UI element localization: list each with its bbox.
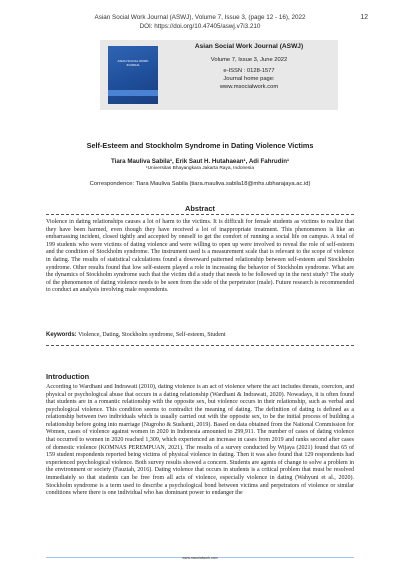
footer-link[interactable]: www.msocialwork.com: [182, 556, 218, 560]
author-affiliation: ¹Universitas Bhayangkara Jakarta Raya, Indonesia: [146, 166, 254, 171]
article-title: Self-Esteem and Stockholm Syndrome in Dating Violence Victims: [86, 141, 314, 150]
journal-info: [160, 40, 338, 91]
journal-eissn: e-ISSN : 0128-1577: [223, 68, 275, 74]
introduction-text: According to Wardhani and Indrawati (2010), dating violence is an act of violence where the act includes threats, coercion, and physical or psychological abuse that occurs in a dating relationship (Wardhani & Indrawati, 2020). Nowadays, it is often found that students are in a romantic relationship with the opposite sex, but violence occurs in their relationship, such as verbal and psychological violence. This condition seems to contradict the meaning of dating. The definition of dating is defined as a relationship between two individuals which is usually carried out with the opposite sex, to be the initial process of building a relationship before going into marriage (Nugroho & Sushanti, 2019). Based on data obtained from the National Commission for Women, cases of violence against women in 2020 in Indonesia amounted to 299,911. The number of cases of dating violence that occurred to women in 2020 reached 1,309, which experienced an increase in cases from 2019 and ranks second after cases of domestic violence (KOMNAS PEREMPUAN, 2021). The results of a survey conducted by Wijaya (2021) found that 65 of 159 student respondents reported being victims of physical violence in dating. Then it was also found that 129 respondents had experienced psychological violence. Both survey results showed a concern. Students are agents of change to solve a problem in the environment or society (Fauziah, 2016). Dating violence that occurs in students is a critical problem that must be resolved immediately so that students can be free from all acts of violence, especially violence in dating (Wahyuni et al., 2020). Stockholm syndrome is a term used to describe a psychological bond between victims and perpetrators of violence or similar conditions where there is one individual who has dominant power to endanger the: [46, 384, 354, 497]
journal-citation: Asian Social Work Journal (ASWJ), Volume 7, Issue 3, (page 12 - 16), 2022: [94, 14, 306, 21]
introduction-heading: Introduction: [46, 372, 90, 381]
author-list: Tiara Mauliva Sabila¹, Erik Saut H. Hutahaean¹, Adi Fahrudin¹: [110, 158, 290, 165]
keywords-label: Keywords:: [46, 332, 77, 338]
journal-homepage-label: Journal home page:: [223, 76, 275, 82]
abstract-heading: Abstract: [185, 204, 215, 213]
doi-link[interactable]: DOI: https://doi.org/10.47405/aswj.v7i3.210: [139, 22, 261, 30]
journal-volume: Volume 7, Issue 3, June 2022: [210, 57, 288, 63]
keywords: [46, 332, 354, 338]
cover-title: ASIAN SOCIAL WORK JOURNAL: [117, 59, 149, 67]
journal-cover-image: [108, 46, 158, 104]
abstract-top-rule: [46, 214, 354, 215]
correspondence: Correspondence: Tiara Mauliva Sabila (tiara.mauliva.sabila18@mhs.ubharajaya.ac.id): [89, 181, 311, 187]
keywords-list: Violence, Dating, Stockholm syndrome, Self-esteem, Student: [78, 332, 226, 338]
page-number: 12: [360, 14, 368, 21]
running-header: [0, 14, 400, 31]
abstract-text: Violence in dating relationships causes a lot of harm to the victims. It is difficult for female students as victims to realize that they have been harmed, even though they have received a lot of inappropriate treatment. This phenomenon is like an embarrassing incident, closed tightly and accepted by oneself to get the comfort of running a social life on campus. A total of 199 students who were victims of dating violence and were willing to open up were involved to reveal the role of self-esteem and the condition of Stockholm syndrome. The instrument used is a measurement scale that is relevant to the scope of violence in dating. The results of statistical calculations found a downward patterned relationship between self-esteem and Stockholm syndrome. Other results found that low self-esteem played a role in increasing the behavior of Stockholm syndrome. What are the dynamics of Stockholm syndrome such that the victim did a study that needs to be followed up in the next study? The study of the phenomenon of dating violence needs to be seen from the side of the perpetrator (male). Future research is recommended to conduct an analysis involving male respondents.: [46, 219, 354, 294]
journal-homepage-link[interactable]: www.msocialwork.com: [219, 84, 279, 90]
journal-title: Asian Social Work Journal (ASWJ): [194, 43, 304, 50]
cover-stripe: [108, 90, 158, 96]
abstract-bottom-rule: [46, 345, 354, 346]
